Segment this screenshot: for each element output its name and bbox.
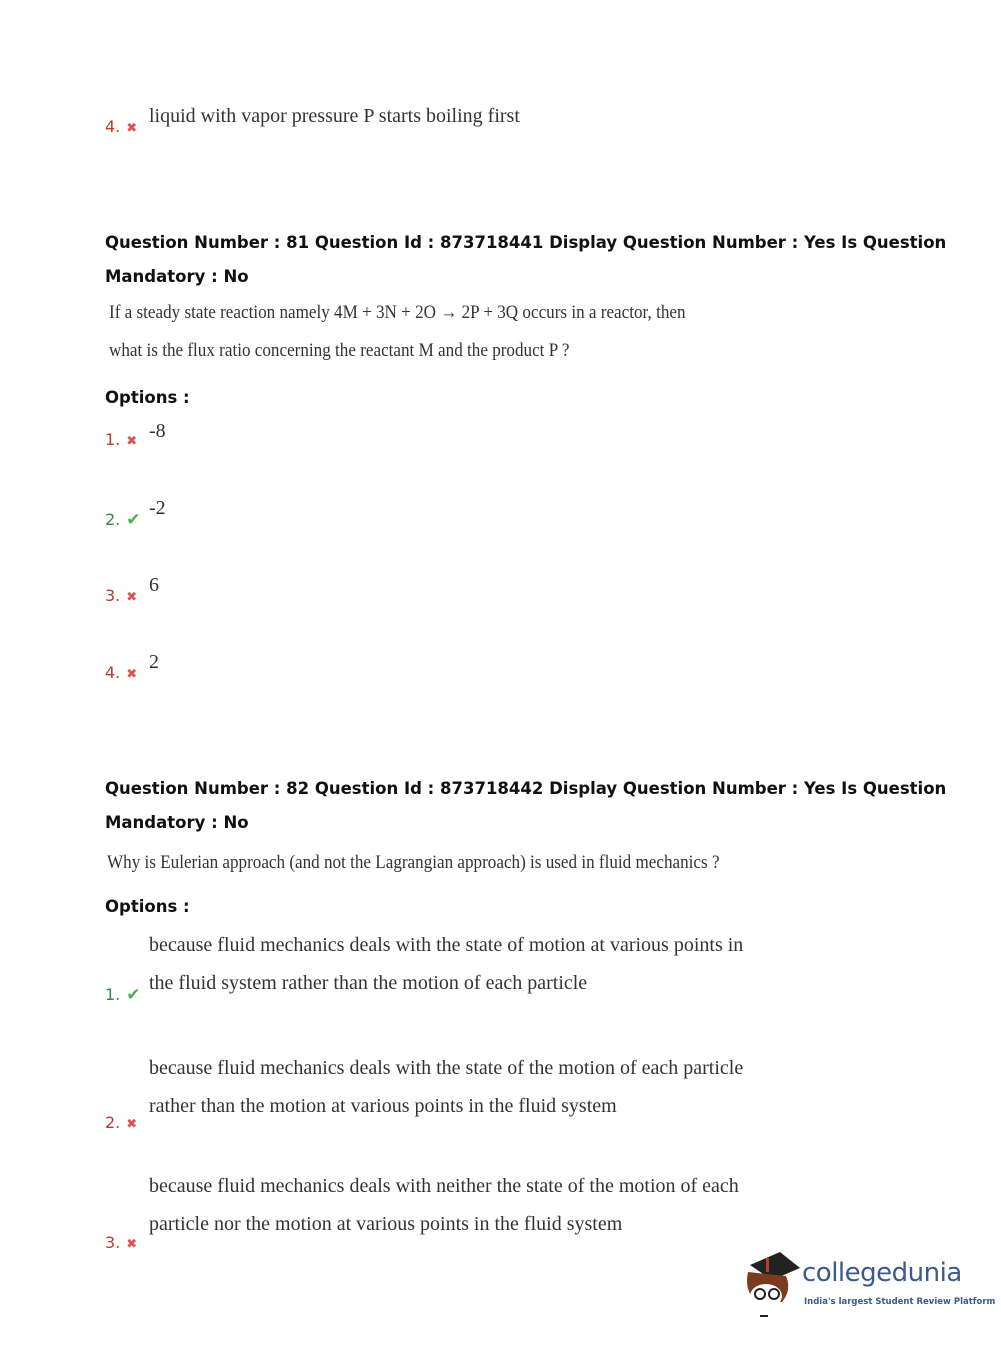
option-number: 1. [105, 430, 121, 449]
option-3 [105, 1233, 137, 1252]
option-number: 2. [105, 1113, 121, 1132]
option-1 [105, 985, 141, 1005]
option-number: 4. [105, 663, 121, 682]
option-text: particle nor the motion at various points in the fluid system [149, 1213, 623, 1235]
options-label: Options : [105, 388, 190, 407]
options-label: Options : [105, 897, 190, 916]
check-icon: ✔ [126, 985, 141, 1005]
question-header: Mandatory : No [105, 267, 249, 286]
option-number: 2. [105, 510, 121, 529]
question-header: Mandatory : No [105, 813, 249, 832]
brand-name: collegedunia [802, 1258, 962, 1288]
question-header: Question Number : 81 Question Id : 873718441 Display Question Number : Yes Is Question [105, 233, 947, 252]
option-text: rather than the motion at various points in the fluid system [149, 1095, 617, 1117]
option-text: -2 [149, 497, 166, 519]
option-text: liquid with vapor pressure P starts boiling first [149, 105, 520, 127]
option-1 [105, 430, 137, 449]
option-number: 3. [105, 586, 121, 605]
question-header: Question Number : 82 Question Id : 873718442 Display Question Number : Yes Is Question [105, 779, 947, 798]
option-4 [105, 663, 137, 682]
option-2 [105, 1113, 137, 1132]
option-number: 4. [105, 117, 121, 136]
question-text: Why is Eulerian approach (and not the Lagrangian approach) is used in fluid mechanics ? [107, 852, 720, 873]
option-number: 1. [105, 985, 121, 1004]
option-text: because fluid mechanics deals with the state of the motion of each particle [149, 1057, 744, 1079]
question-text: If a steady state reaction namely 4M + 3N + 2O → 2P + 3Q occurs in a reactor, then [109, 302, 686, 323]
collegedunia-logo [742, 1250, 996, 1320]
question-text: what is the flux ratio concerning the reactant M and the product P ? [109, 340, 570, 361]
option-text: because fluid mechanics deals with neither the state of the motion of each [149, 1175, 739, 1197]
option-text: -8 [149, 420, 166, 442]
wrong-icon: ✖ [126, 434, 138, 449]
option-text: the fluid system rather than the motion of each particle [149, 972, 588, 994]
check-icon: ✔ [126, 510, 141, 530]
option-2 [105, 510, 141, 530]
brand-tagline: India's largest Student Review Platform [804, 1297, 996, 1307]
option-prev-4 [105, 117, 137, 136]
option-text: because fluid mechanics deals with the state of motion at various points in [149, 934, 744, 956]
option-text: 6 [149, 574, 159, 596]
wrong-icon: ✖ [126, 121, 138, 136]
mascot-icon [742, 1250, 802, 1320]
wrong-icon: ✖ [126, 1117, 138, 1132]
option-text: 2 [149, 651, 159, 673]
wrong-icon: ✖ [126, 667, 138, 682]
wrong-icon: ✖ [126, 590, 138, 605]
wrong-icon: ✖ [126, 1237, 138, 1252]
option-number: 3. [105, 1233, 121, 1252]
option-3 [105, 586, 137, 605]
